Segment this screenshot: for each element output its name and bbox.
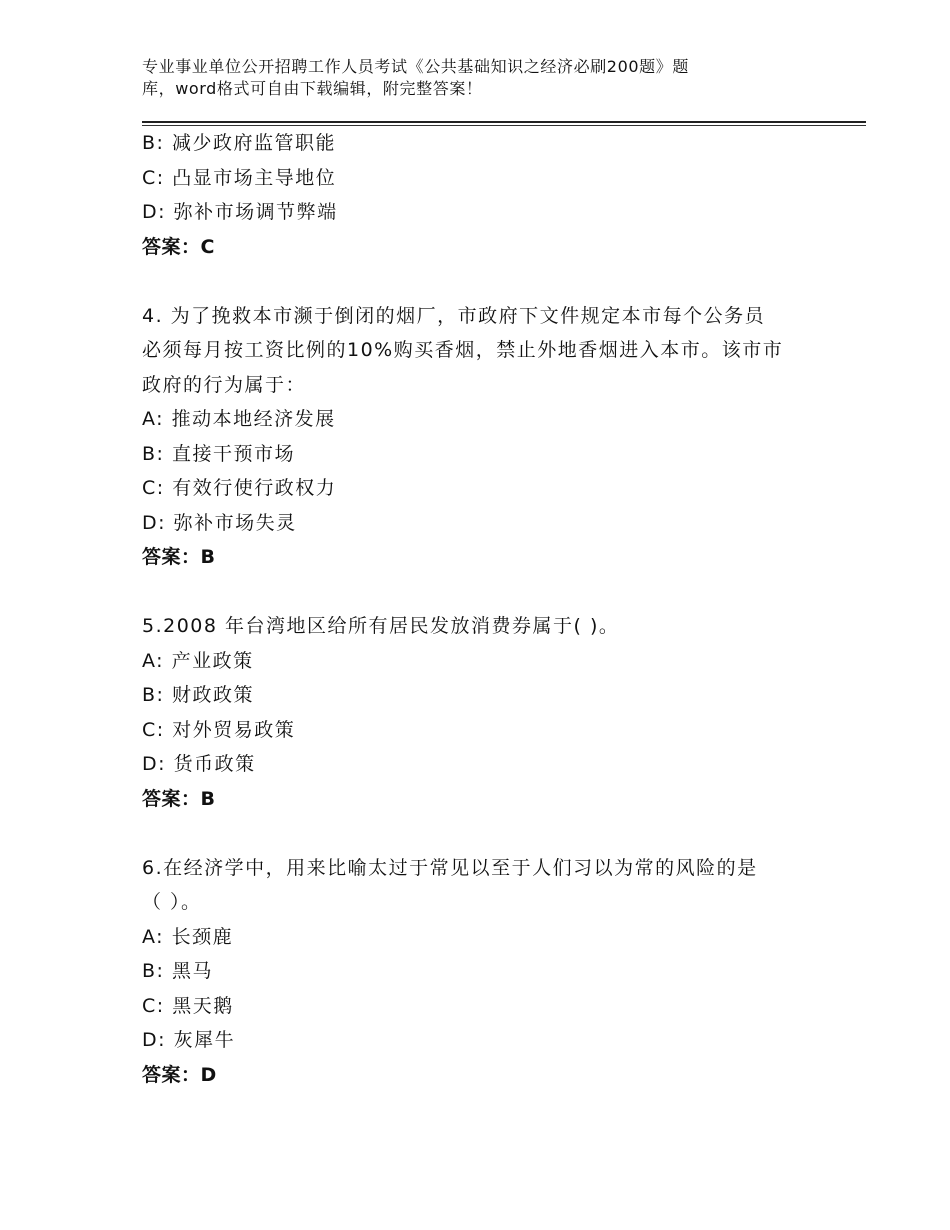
q6-option-d: D: 灰犀牛 xyxy=(142,1029,236,1051)
q4-stem-line-3: 政府的行为属于： xyxy=(142,373,307,396)
q3-answer: 答案：C xyxy=(142,235,215,258)
q6-option-c: C: 黑天鹅 xyxy=(142,994,234,1017)
q5-option-b: B: 财政政策 xyxy=(142,684,254,706)
header-title-line-1: 专业事业单位公开招聘工作人员考试《公共基础知识之经济必刷200题》题 xyxy=(142,57,689,76)
header-title-line-2: 库，word格式可自由下载编辑，附完整答案！ xyxy=(142,79,483,98)
q6-option-a: A: 长颈鹿 xyxy=(142,925,234,948)
spacer xyxy=(142,575,822,610)
q3-option-c: C: 凸显市场主导地位 xyxy=(142,166,337,189)
question-3 xyxy=(142,126,822,264)
question-4 xyxy=(142,299,822,575)
q5-answer: 答案：B xyxy=(142,787,216,810)
q4-answer: 答案：B xyxy=(142,546,216,568)
q4-stem-line-1: 4. 为了挽救本市濒于倒闭的烟厂，市政府下文件规定本市每个公务员 xyxy=(142,304,766,327)
q4-stem-line-2: 必须每月按工资比例的10%购买香烟，禁止外地香烟进入本市。该市市 xyxy=(142,339,784,361)
q3-option-d: D: 弥补市场调节弊端 xyxy=(142,201,338,223)
q4-option-c: C: 有效行使行政权力 xyxy=(142,477,337,499)
q5-option-a: A: 产业政策 xyxy=(142,649,254,672)
q4-option-b: B: 直接干预市场 xyxy=(142,442,295,465)
document-header xyxy=(142,56,782,100)
q6-stem-line-2: （ ）。 xyxy=(142,891,202,913)
question-6 xyxy=(142,851,822,1093)
q4-option-d: D: 弥补市场失灵 xyxy=(142,511,297,534)
header-rule-thick xyxy=(142,121,866,123)
q3-option-b: B: 减少政府监管职能 xyxy=(142,132,336,154)
spacer xyxy=(142,264,822,299)
q6-option-b: B: 黑马 xyxy=(142,960,213,982)
question-list xyxy=(142,126,822,1092)
q5-option-d: D: 货币政策 xyxy=(142,753,256,775)
q5-option-c: C: 对外贸易政策 xyxy=(142,718,296,741)
spacer xyxy=(142,816,822,851)
q6-stem-line-1: 6.在经济学中，用来比喻太过于常见以至于人们习以为常的风险的是 xyxy=(142,856,758,879)
q6-answer: 答案：D xyxy=(142,1063,217,1086)
q5-stem: 5.2008 年台湾地区给所有居民发放消费券属于( )。 xyxy=(142,615,620,637)
q4-option-a: A: 推动本地经济发展 xyxy=(142,408,336,430)
question-5 xyxy=(142,609,822,816)
